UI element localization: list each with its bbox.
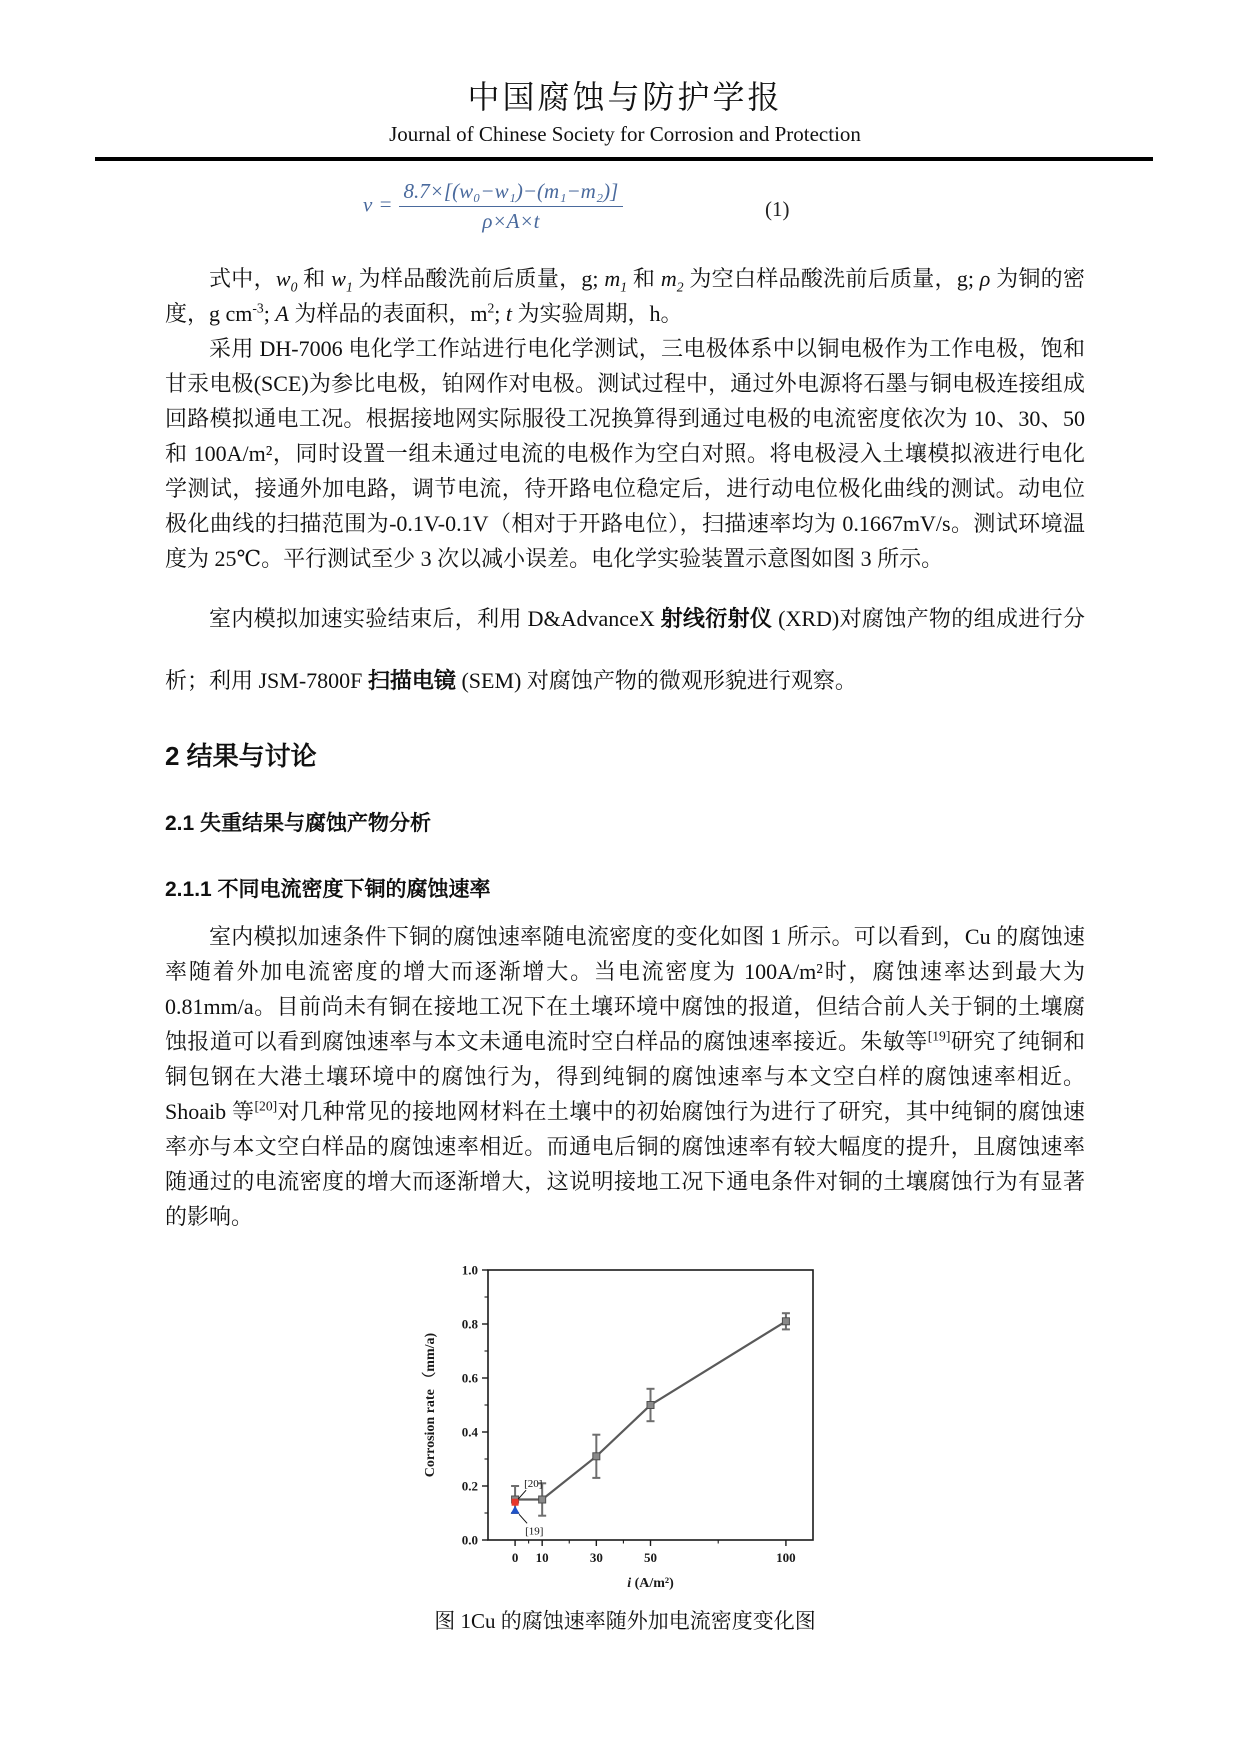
svg-text:0.6: 0.6 [461,1370,478,1386]
paragraph-formula-variables: 式中，$w_0$ 和 $w_1$ 为样品酸洗前后质量，g; $m_1$ 和 $m_2$ 为空白样品酸洗前后质量，g; ρ 为铜的密度，g $cm^{-3}$; A 为样品的表面积，$m^2$; t 为实验周期，h。 [165,266,1085,326]
svg-text:10: 10 [535,1550,549,1565]
paragraph-electrochemical-test: 采用 DH-7006 电化学工作站进行电化学测试，三电极体系中以铜电极作为工作电极，饱和甘汞电极(SCE)为参比电极，铂网作对电极。测试过程中，通过外电源将石墨与铜电极连接组成回路模拟通电工况。根据接地网实际服役工况换算得到通过电极的电流密度依次为 10、30、50 和 100A/m²，同时设置一组未通过电流的电极作为空白对照。将电极浸入土壤模拟液进行电化学测试，接通外加电路，调节电流，待开路电位稳定后，进行动电位极化曲线的测试。动电位极化曲线的扫描范围为-0.1V-0.1V（相对于开路电位），扫描速率均为 0.1667mV/s。测试环境温度为 25℃。平行测试至少 3 次以减小误差。电化学实验装置示意图如图 3 所示。 [165,336,1085,571]
equation-denominator: ρ×A×t [482,209,540,233]
subsubsection-heading-corrosion-rate: 2.1.1 不同电流密度下铜的腐蚀速率 [165,878,491,901]
equation-equals: = [378,192,393,217]
header-rule [95,157,1153,161]
journal-title-zh: 中国腐蚀与防护学报 [467,79,783,115]
svg-text:0.2: 0.2 [461,1478,478,1494]
svg-text:Corrosion rate （mm/a): Corrosion rate （mm/a) [423,1332,438,1478]
equation-lhs: v [363,192,373,217]
svg-text:1.0: 1.0 [461,1262,478,1278]
svg-text:[20]: [20] [524,1478,543,1491]
svg-text:0.0: 0.0 [461,1532,478,1548]
svg-text:0: 0 [511,1550,519,1565]
svg-text:100: 100 [776,1550,796,1565]
svg-text:50: 50 [644,1550,657,1565]
equation-1 [165,173,1085,247]
figure-1-chart [410,1256,840,1594]
svg-text:0.8: 0.8 [461,1316,478,1332]
svg-text:[19]: [19] [525,1525,544,1538]
figure-1-caption: 图 1Cu 的腐蚀速率随外加电流密度变化图 [434,1609,816,1633]
svg-text:30: 30 [589,1550,603,1565]
equation-body [363,179,623,234]
equation-numerator: 8.7×[(w₀−w₁)−(m₁−m₂)] [399,179,624,207]
svg-text:i (A/m²): i (A/m²) [627,1576,674,1591]
journal-header [165,72,1085,161]
subsection-heading-weightloss: 2.1 失重结果与腐蚀产物分析 [165,812,432,835]
figure-1 [165,1256,1085,1635]
section-heading-results: 2 结果与讨论 [165,741,317,771]
equation-fraction [399,179,624,234]
journal-title-en: Journal of Chinese Society for Corrosion and Protection [389,122,861,146]
paragraph-corrosion-rate-discussion: 室内模拟加速条件下铜的腐蚀速率随电流密度的变化如图 1 所示。可以看到，Cu 的腐蚀速率随着外加电流密度的增大而逐渐增大。当电流密度为 100A/m²时，腐蚀速率达到最大为 0.81mm/a。目前尚未有铜在接地工况下在土壤环境中腐蚀的报道，但结合前人关于铜的土壤腐蚀报道可以看到腐蚀速率与本文未通电流时空白样品的腐蚀速率接近。朱敏等[19]研究了纯铜和铜包钢在大港土壤环境中的腐蚀行为，得到纯铜的腐蚀速率与本文空白样的腐蚀速率相近。Shoaib 等[20]对几种常见的接地网材料在土壤中的初始腐蚀行为进行了研究，其中纯铜的腐蚀速率亦与本文空白样品的腐蚀速率相近。而通电后铜的腐蚀速率有较大幅度的提升，且腐蚀速率随通过的电流密度的增大而逐渐增大，这说明接地工况下通电条件对铜的土壤腐蚀行为有显著的影响。 [165,924,1085,1229]
paragraph-xrd-sem: 室内模拟加速实验结束后，利用 D&AdvanceX 射线衍射仪 (XRD)对腐蚀产物的组成进行分析；利用 JSM-7800F 扫描电镜 (SEM) 对腐蚀产物的微观形貌进行观察。 [165,606,1085,693]
svg-text:0.4: 0.4 [461,1424,478,1440]
equation-number: (1) [765,197,790,221]
